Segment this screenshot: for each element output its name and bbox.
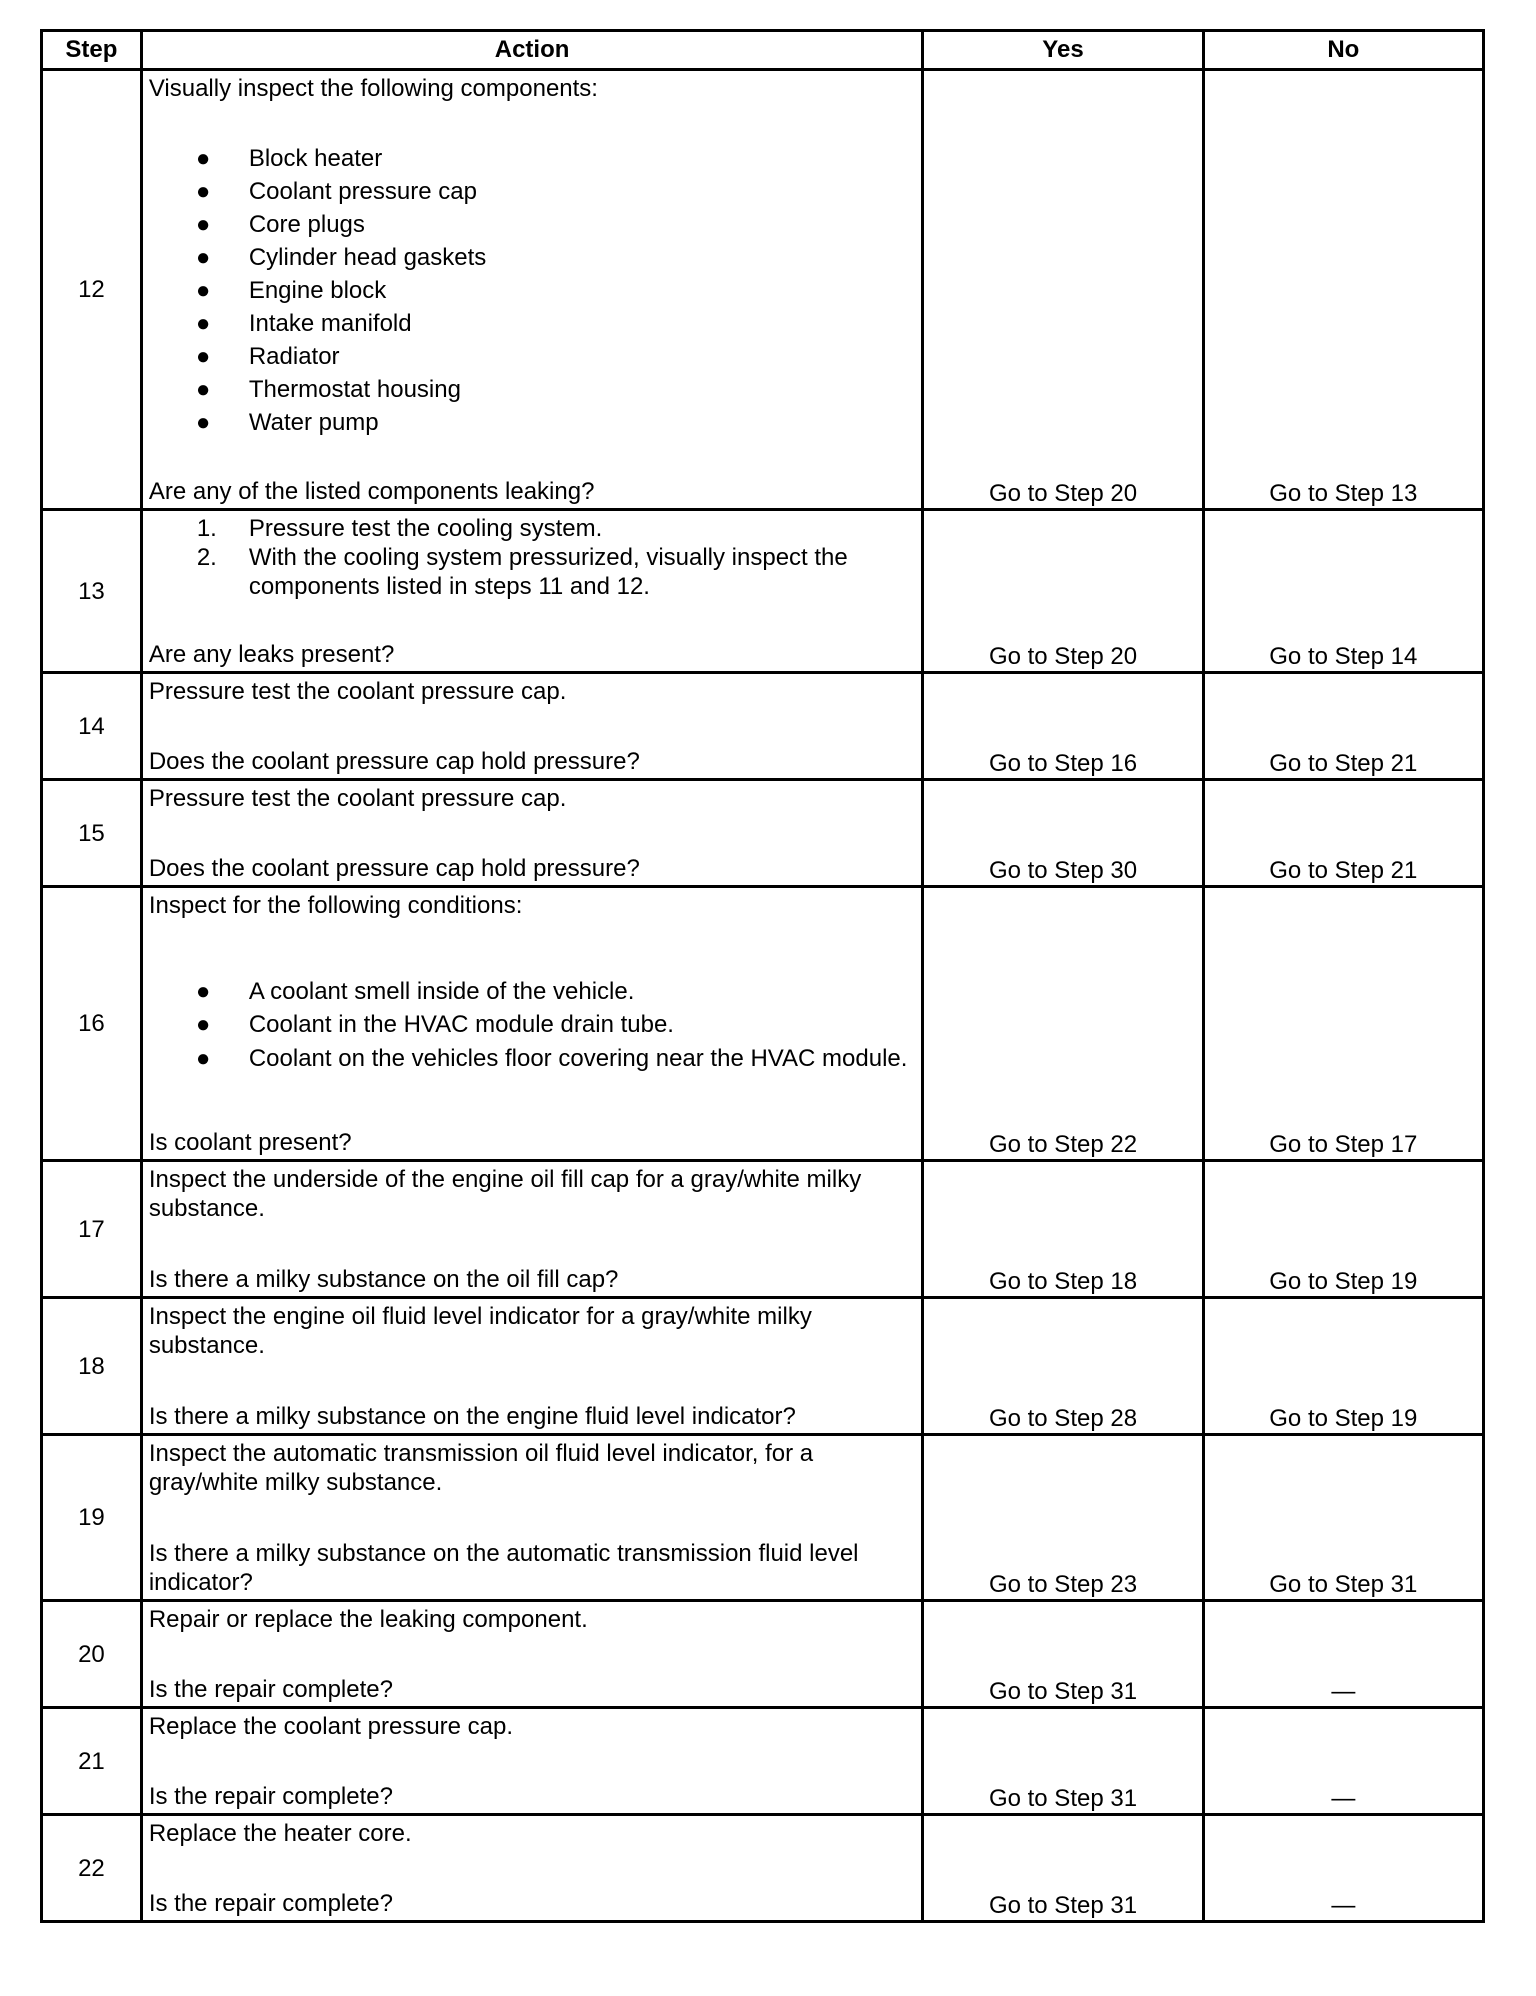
no-cell: — xyxy=(1203,1708,1483,1815)
action-cell xyxy=(141,510,923,673)
action-intro: Pressure test the coolant pressure cap. xyxy=(148,678,567,705)
list-item: ● Coolant in the HVAC module drain tube. xyxy=(195,1011,674,1038)
action-question: Is coolant present? xyxy=(148,1129,352,1156)
list-item: ● A coolant smell inside of the vehicle. xyxy=(195,978,635,1005)
yes-cell: Go to Step 31 xyxy=(923,1601,1203,1708)
step-number: 12 xyxy=(42,70,142,510)
table-row xyxy=(42,1298,1484,1435)
action-question: Is there a milky substance on the oil fill cap? xyxy=(148,1266,619,1293)
no-cell: Go to Step 19 xyxy=(1203,1298,1483,1435)
action-cell xyxy=(141,1815,923,1922)
action-intro: Pressure test the coolant pressure cap. xyxy=(148,785,567,812)
list-item: ● Engine block xyxy=(195,276,387,304)
action-intro: Repair or replace the leaking component. xyxy=(148,1606,588,1633)
action-intro: Inspect the underside of the engine oil fill cap for a gray/white milky substance. xyxy=(148,1166,862,1222)
action-intro: Inspect for the following conditions: xyxy=(148,892,523,919)
action-question: Is the repair complete? xyxy=(148,1783,393,1810)
list-item: ● Radiator xyxy=(195,342,340,370)
list-item: 1. Pressure test the cooling system. xyxy=(196,515,603,542)
step-number: 13 xyxy=(42,510,142,673)
no-cell: Go to Step 13 xyxy=(1203,70,1483,510)
action-question: Does the coolant pressure cap hold pressure? xyxy=(148,855,640,882)
table-row xyxy=(42,1161,1484,1298)
action-intro: Inspect the automatic transmission oil fluid level indicator, for a gray/white milky substance. xyxy=(148,1440,814,1496)
no-cell: — xyxy=(1203,1815,1483,1922)
step-number: 14 xyxy=(42,673,142,780)
bullet-list xyxy=(149,142,916,439)
yes-cell: Go to Step 31 xyxy=(923,1815,1203,1922)
action-cell xyxy=(141,70,923,510)
action-question: Does the coolant pressure cap hold pressure? xyxy=(148,748,640,775)
yes-cell: Go to Step 18 xyxy=(923,1161,1203,1298)
list-item: 2. With the cooling system pressurized, visually inspect the components listed in steps 11 and 12. xyxy=(196,544,848,600)
numbered-list xyxy=(149,514,916,601)
yes-cell: Go to Step 20 xyxy=(923,70,1203,510)
action-intro: Inspect the engine oil fluid level indicator for a gray/white milky substance. xyxy=(148,1303,812,1359)
step-number: 16 xyxy=(42,887,142,1161)
list-item: ● Intake manifold xyxy=(195,309,412,337)
header-step: Step xyxy=(42,31,142,70)
list-item: ● Coolant pressure cap xyxy=(195,177,477,205)
header-action: Action xyxy=(141,31,923,70)
list-item: ● Block heater xyxy=(195,144,383,172)
action-cell xyxy=(141,1161,923,1298)
table-row xyxy=(42,887,1484,1161)
header-row xyxy=(42,31,1484,70)
action-cell xyxy=(141,1601,923,1708)
step-number: 19 xyxy=(42,1435,142,1601)
yes-cell: Go to Step 30 xyxy=(923,780,1203,887)
step-number: 21 xyxy=(42,1708,142,1815)
yes-cell: Go to Step 20 xyxy=(923,510,1203,673)
table-row xyxy=(42,673,1484,780)
yes-cell: Go to Step 22 xyxy=(923,887,1203,1161)
action-question: Is the repair complete? xyxy=(148,1676,393,1703)
header-yes: Yes xyxy=(923,31,1203,70)
no-cell: Go to Step 17 xyxy=(1203,887,1483,1161)
no-cell: Go to Step 31 xyxy=(1203,1435,1483,1601)
step-number: 22 xyxy=(42,1815,142,1922)
action-question: Are any of the listed components leaking? xyxy=(148,478,595,505)
action-cell xyxy=(141,673,923,780)
action-intro: Replace the heater core. xyxy=(148,1820,412,1847)
table-row xyxy=(42,70,1484,510)
no-cell: Go to Step 14 xyxy=(1203,510,1483,673)
table-row xyxy=(42,1708,1484,1815)
table-row xyxy=(42,780,1484,887)
bullet-list xyxy=(149,975,916,1073)
action-question: Is there a milky substance on the engine fluid level indicator? xyxy=(148,1403,796,1430)
step-number: 15 xyxy=(42,780,142,887)
yes-cell: Go to Step 31 xyxy=(923,1708,1203,1815)
list-item: ● Cylinder head gaskets xyxy=(195,243,487,271)
action-intro: Replace the coolant pressure cap. xyxy=(148,1713,514,1740)
action-question: Is there a milky substance on the automatic transmission fluid level indicator? xyxy=(148,1540,859,1596)
action-cell xyxy=(141,780,923,887)
table-row xyxy=(42,1601,1484,1708)
list-item: ● Water pump xyxy=(195,408,379,436)
yes-cell: Go to Step 23 xyxy=(923,1435,1203,1601)
action-question: Is the repair complete? xyxy=(148,1890,393,1917)
action-question: Are any leaks present? xyxy=(148,641,395,668)
step-number: 18 xyxy=(42,1298,142,1435)
action-cell xyxy=(141,1435,923,1601)
list-item: ● Coolant on the vehicles floor covering near the HVAC module. xyxy=(195,1045,908,1072)
no-cell: — xyxy=(1203,1601,1483,1708)
table-row xyxy=(42,510,1484,673)
no-cell: Go to Step 19 xyxy=(1203,1161,1483,1298)
diagnostic-table xyxy=(40,29,1485,1923)
yes-cell: Go to Step 28 xyxy=(923,1298,1203,1435)
action-cell xyxy=(141,1708,923,1815)
action-cell xyxy=(141,1298,923,1435)
yes-cell: Go to Step 16 xyxy=(923,673,1203,780)
table-row xyxy=(42,1435,1484,1601)
list-item: ● Thermostat housing xyxy=(195,375,461,403)
no-cell: Go to Step 21 xyxy=(1203,780,1483,887)
table-row xyxy=(42,1815,1484,1922)
action-cell xyxy=(141,887,923,1161)
list-item: ● Core plugs xyxy=(195,210,365,238)
no-cell: Go to Step 21 xyxy=(1203,673,1483,780)
header-no: No xyxy=(1203,31,1483,70)
action-intro: Visually inspect the following components: xyxy=(148,75,598,102)
step-number: 20 xyxy=(42,1601,142,1708)
step-number: 17 xyxy=(42,1161,142,1298)
